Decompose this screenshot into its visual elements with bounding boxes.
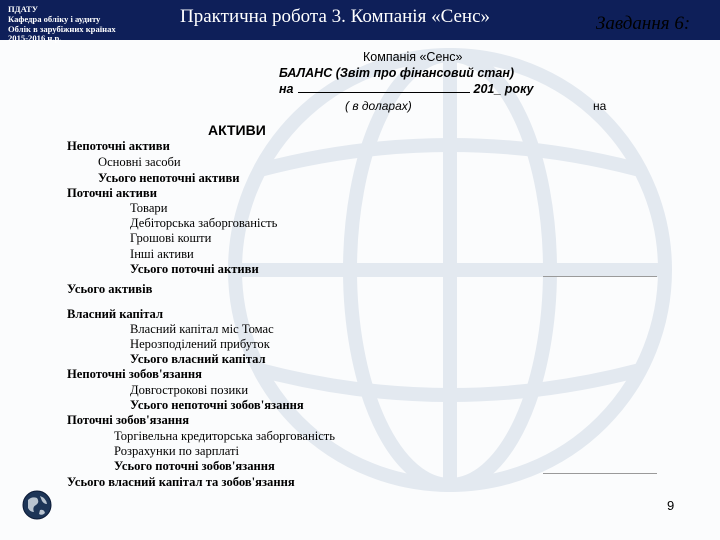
line-item: Розрахунки по зарплаті <box>114 444 240 458</box>
section-heading: Поточні активи <box>67 186 157 200</box>
section-heading: Поточні зобов'язання <box>67 413 190 427</box>
total-row: Усього власний капітал та зобов'язання <box>67 475 295 489</box>
assets-heading: АКТИВИ <box>208 122 266 138</box>
section-heading: Власний капітал <box>67 307 164 321</box>
currency-label: ( в доларах) <box>345 99 412 113</box>
task-label: Завдання 6: <box>596 13 691 34</box>
line-item: Товари <box>130 201 168 215</box>
line-item: Інші активи <box>130 247 194 261</box>
subtotal-row: Усього власний капітал <box>130 352 266 366</box>
date-prefix: на <box>279 82 294 96</box>
line-item: Основні засоби <box>98 155 181 169</box>
institution-line: Облік в зарубіжних країнах <box>8 23 116 34</box>
subtotal-row: Усього непоточні активи <box>98 171 240 185</box>
slide-title: Практична робота 3. Компанія «Сенс» <box>180 6 491 27</box>
balance-date-line <box>279 82 534 96</box>
section-heading: Непоточні зобов'язання <box>67 367 202 381</box>
line-item: Власний капітал міс Томас <box>130 322 274 336</box>
date-suffix: 201_ року <box>473 82 534 96</box>
line-item: Грошові кошти <box>130 231 212 245</box>
line-item: Довгострокові позики <box>130 383 249 397</box>
slide-number: 9 <box>667 498 675 513</box>
institution-info <box>8 5 116 44</box>
line-item: Торгівельна кредиторська заборгованість <box>114 429 336 443</box>
subtotal-row: Усього поточні активи <box>130 262 259 276</box>
institution-line: Кафедра обліку і аудиту <box>8 13 101 24</box>
subtotal-row: Усього поточні зобов'язання <box>114 459 275 473</box>
amount-underline <box>543 473 657 474</box>
balance-title: БАЛАНС (Звіт про фінансовий стан) <box>279 66 515 80</box>
na-label: на <box>593 99 607 113</box>
subtotal-row: Усього непоточні зобов'язання <box>130 398 304 412</box>
line-item: Дебіторська заборгованість <box>130 216 278 230</box>
institution-line: ПДАТУ <box>8 4 39 14</box>
line-item: Нерозподілений прибуток <box>130 337 270 351</box>
total-row: Усього активів <box>67 282 153 296</box>
globe-logo-icon <box>22 490 52 520</box>
institution-line: 2015-2016 н.р. <box>8 33 62 44</box>
company-name: Компанія «Сенс» <box>363 50 463 64</box>
amount-underline <box>543 276 657 277</box>
section-heading: Непоточні активи <box>67 139 170 153</box>
date-blank <box>298 82 470 93</box>
